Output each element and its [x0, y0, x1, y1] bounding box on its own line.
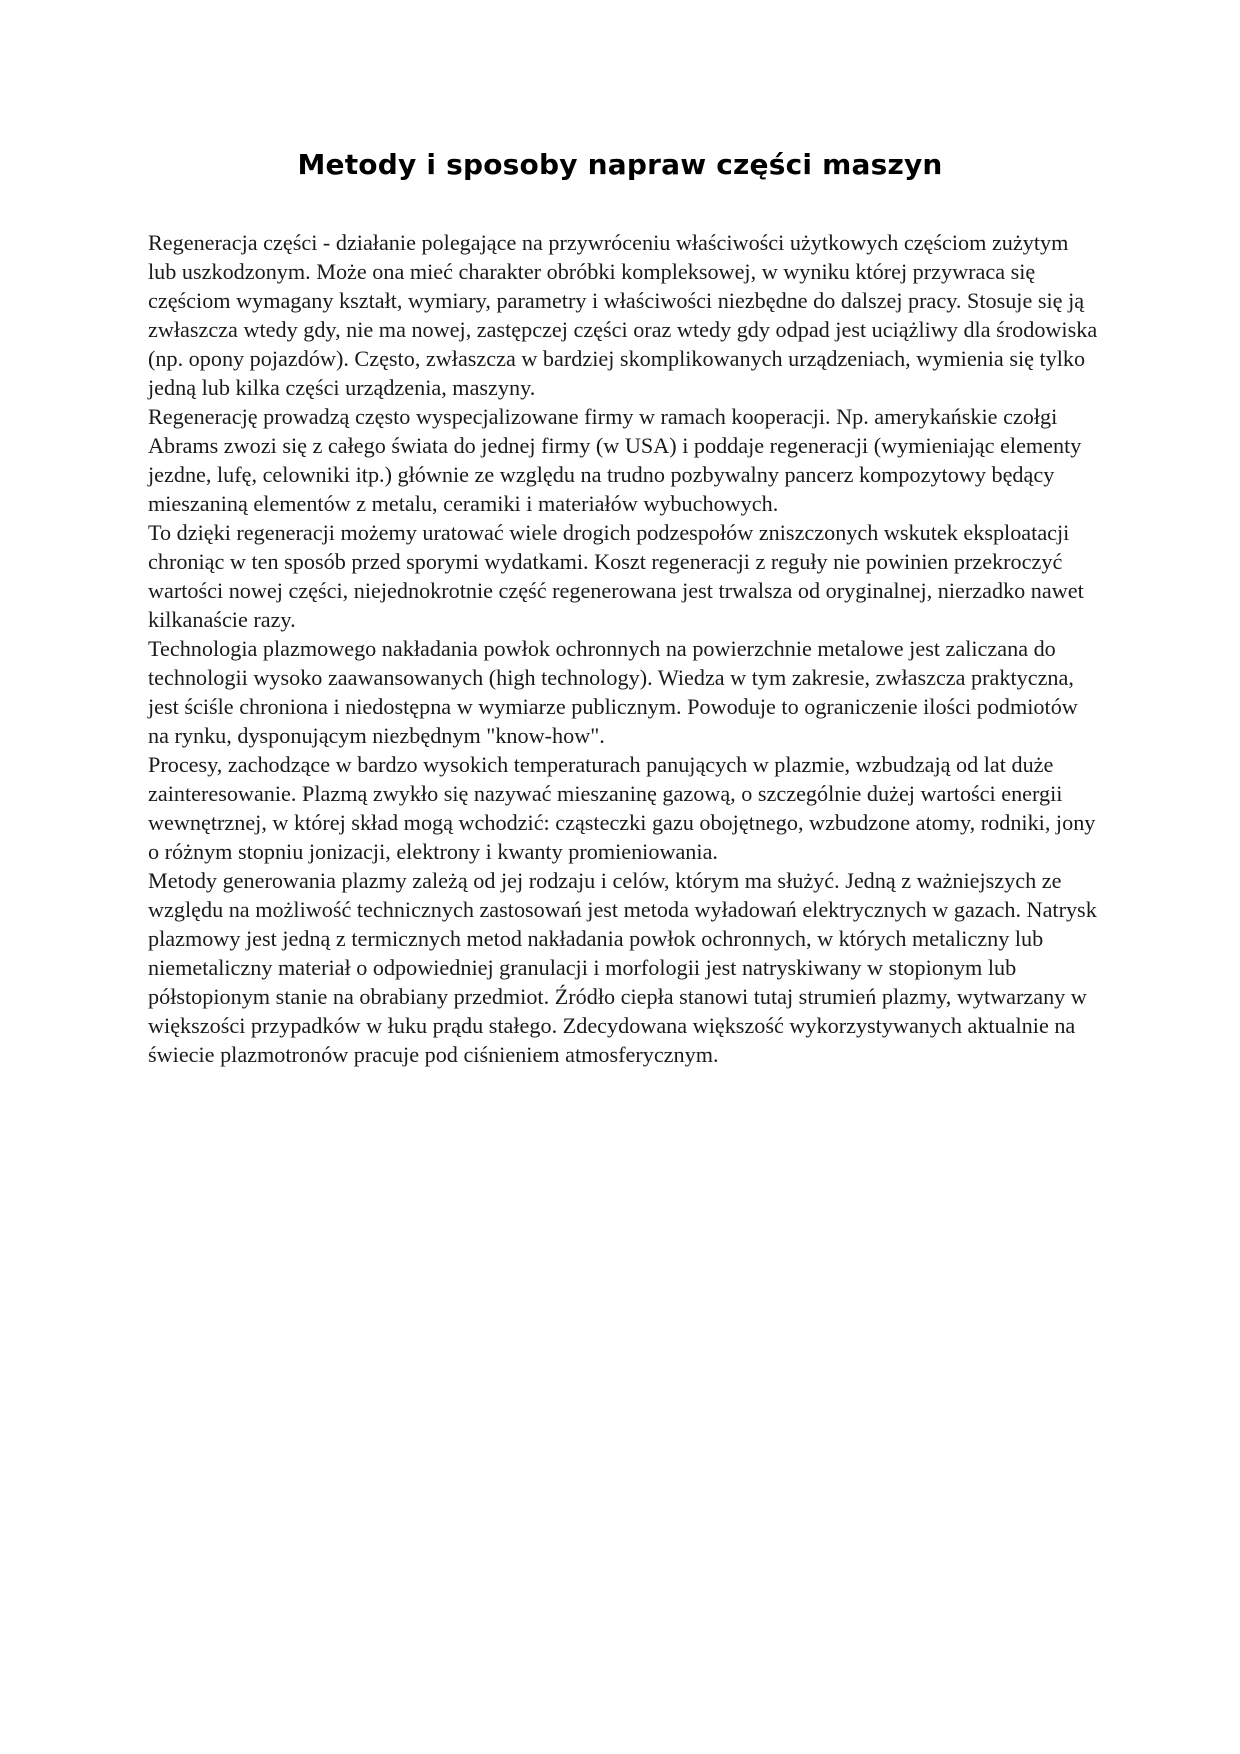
- document-title: Metody i sposoby napraw części maszyn: [297, 148, 943, 181]
- paragraph-technologia-plazmowa: Technologia plazmowego nakładania powłok ochronnych na powierzchnie metalowe jest zaliczana do technologii wysoko zaawansowanych (high technology). Wiedza w tym zakresie, zwłaszcza praktyczna, jest ściśle chroniona i niedostępna w wymiarze publicznym. Powoduje to ograniczenie ilości podmiotów na rynku, dysponującym niezbędnym "know-how".: [148, 636, 1078, 748]
- paragraph-koszt: To dzięki regeneracji możemy uratować wiele drogich podzespołów zniszczonych wskutek eksploatacji chroniąc w ten sposób przed sporymi wydatkami. Koszt regeneracji z reguły nie powinien przekroczyć wartości nowej części, niejednokrotnie część regenerowana jest trwalsza od oryginalnej, nierzadko nawet kilkanaście razy.: [148, 520, 1084, 632]
- paragraph-regeneracja: Regeneracja części - działanie polegające na przywróceniu właściwości użytkowych częściom zużytym lub uszkodzonym. Może ona mieć charakter obróbki kompleksowej, w wyniku której przywraca się częściom wymagany kształt, wymiary, parametry i właściwości niezbędne do dalszej pracy. Stosuje się ją zwłaszcza wtedy gdy, nie ma nowej, zastępczej części oraz wtedy gdy odpad jest uciążliwy dla środowiska (np. opony pojazdów). Często, zwłaszcza w bardziej skomplikowanych urządzeniach, wymienia się tylko jedną lub kilka części urządzenia, maszyny.: [148, 230, 1098, 400]
- paragraph-metody-generowania: Metody generowania plazmy zależą od jej rodzaju i celów, którym ma służyć. Jedną z ważniejszych ze względu na możliwość technicznych zastosowań jest metoda wyładowań elektrycznych w gazach. Natrysk plazmowy jest jedną z termicznych metod nakładania powłok ochronnych, w których metaliczny lub niemetaliczny materiał o odpowiedniej granulacji i morfologii jest natryskiwany w stopionym lub półstopionym stanie na obrabiany przedmiot. Źródło ciepła stanowi tutaj strumień plazmy, wytwarzany w większości przypadków w łuku prądu stałego. Zdecydowana większość wykorzystywanych aktualnie na świecie plazmotronów pracuje pod ciśnieniem atmosferycznym.: [148, 868, 1097, 1067]
- paragraph-procesy-plazma: Procesy, zachodzące w bardzo wysokich temperaturach panujących w plazmie, wzbudzają od lat duże zainteresowanie. Plazmą zwykło się nazywać mieszaninę gazową, o szczególnie dużej wartości energii wewnętrznej, w której skład mogą wchodzić: cząsteczki gazu obojętnego, wzbudzone atomy, rodniki, jony o różnym stopniu jonizacji, elektrony i kwanty promieniowania.: [148, 752, 1096, 864]
- document-body: [148, 228, 1098, 1069]
- paragraph-kooperacja: Regenerację prowadzą często wyspecjalizowane firmy w ramach kooperacji. Np. amerykańskie czołgi Abrams zwozi się z całego świata do jednej firmy (w USA) i poddaje regeneracji (wymieniając elementy jezdne, lufę, celowniki itp.) głównie ze względu na trudno pozbywalny pancerz kompozytowy będący mieszaniną elementów z metalu, ceramiki i materiałów wybuchowych.: [148, 404, 1082, 516]
